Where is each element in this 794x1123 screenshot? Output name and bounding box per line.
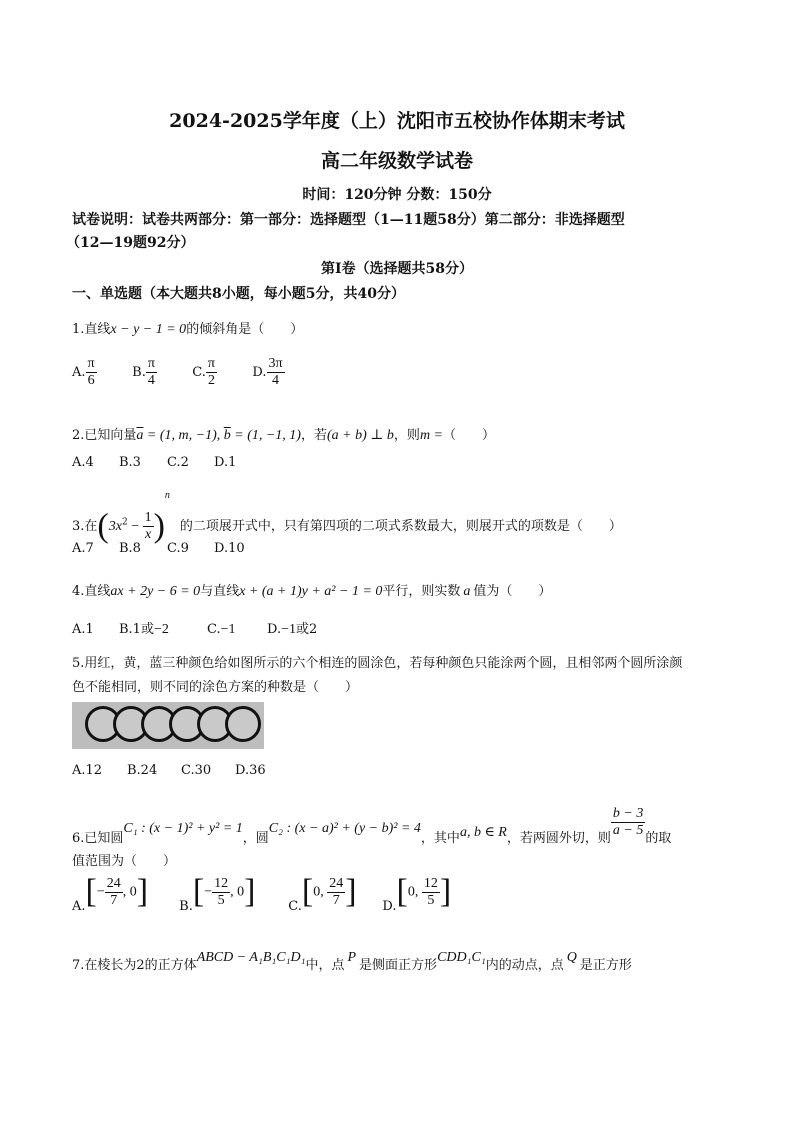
exam-title: 2024-2025学年度（上）沈阳市五校协作体期末考试: [169, 110, 625, 132]
question-6-line2: 值范围为（ ）: [72, 854, 177, 869]
q7-suffix: 是正方形: [579, 958, 632, 973]
q6-mid3: ，若两圆外切，则: [506, 831, 611, 846]
q4-variable: a: [463, 584, 471, 599]
q3-option-d: D.10: [214, 541, 245, 556]
q2-option-a: A.4: [72, 455, 94, 470]
q2-option-c: C.2: [167, 455, 189, 470]
q2-vector-b-value: = (1, −1, 1): [230, 428, 301, 443]
q7-mid2: 是侧面正方形: [359, 958, 438, 973]
q6-condition: a, b ∈ R: [459, 825, 507, 840]
question-5-line1: 5.用红，黄，蓝三种颜色给如图所示的六个相连的圆涂色，若每种颜色只能涂两个圆，且相邻两个圆所涂颜: [72, 656, 683, 671]
q2-mid: ，若: [300, 428, 327, 443]
q5-option-c: C.30: [181, 763, 212, 778]
q3-suffix: 的二项展开式中，只有第四项的二项式系数最大，则展开式的项数是（ ）: [179, 519, 622, 534]
q2-suffix: （ ）: [443, 428, 496, 443]
q6-prefix: 6.已知圆: [72, 831, 124, 846]
q3-option-c: C.9: [167, 541, 189, 556]
q1-prefix: 1.直线: [72, 322, 111, 337]
q4-mid2: 平行，则实数: [382, 584, 461, 599]
q6-option-b: B.[− $\frac{12}{5}$ , 0]: [179, 873, 256, 914]
q1-options: [72, 356, 308, 389]
q6-suffix: 的取: [645, 831, 672, 846]
q4-prefix: 4.直线: [72, 584, 111, 599]
time-score-info: 时间：120分钟 分数：150分: [302, 187, 492, 203]
q2-vector-a: $\overline{a}$: [136, 428, 144, 443]
q7-point-p: P: [347, 950, 357, 965]
q3-option-b: B.8: [119, 541, 141, 556]
q7-prefix: 7.在棱长为2的正方体: [72, 958, 197, 973]
q3-frac-num: 1: [144, 510, 152, 525]
q7-mid3: 内的动点，点: [485, 958, 564, 973]
q2-options: [72, 455, 236, 470]
q2-mid2: ，则: [393, 428, 420, 443]
question-2: [72, 424, 495, 444]
part1-heading: 第Ⅰ卷（选择题共58分）: [320, 261, 474, 277]
q6-option-c: C.[0, $\frac{24}{7}$ ]: [288, 873, 357, 914]
q5-options: [72, 763, 266, 778]
q7-point-q: Q: [566, 950, 577, 965]
q1-option-a: A. $\frac{\pi}{6}$: [72, 356, 95, 388]
q3-option-a: A.7: [72, 541, 94, 556]
q4-option-c: C.−1: [207, 622, 236, 637]
exam-note-line1: 试卷说明：试卷共两部分：第一部分：选择题型（1—11题58分）第二部分：非选择题型: [72, 212, 625, 228]
q3-options: [72, 541, 245, 556]
circle-6: [225, 706, 261, 742]
question-6-line1: [72, 794, 672, 846]
q3-frac-den: x: [144, 527, 152, 542]
q5-option-b: B.24: [127, 763, 158, 778]
q1-suffix: 的倾斜角是（ ）: [186, 322, 304, 337]
q2-prefix: 2.已知向量: [72, 428, 137, 443]
q4-line1-eq: ax + 2y − 6 = 0: [110, 584, 201, 599]
q2-vector-a-value: = (1, m, −1),: [143, 428, 224, 443]
exam-note-line2: （12—19题92分）: [66, 235, 195, 251]
q1-equation: x − y − 1 = 0: [110, 322, 187, 337]
q6-option-d: D.[0, $\frac{12}{5}$ ]: [382, 873, 452, 914]
question-3: 3.在($3x^2$ − $\frac{1}{x}$ )$^n$的二项展开式中，只有第四项的二项式系数最大，则展开式的项数是（ ）: [72, 490, 622, 545]
q1-option-d: D. $\frac{3\pi}{4}$: [252, 356, 283, 388]
q4-option-d: D.−1或2: [267, 622, 318, 637]
q6-options: [72, 875, 451, 919]
q3-expr-left: 3x: [108, 519, 122, 534]
question-7: [72, 946, 632, 973]
q6-mid2: ，其中: [420, 831, 460, 846]
question-4: [72, 580, 551, 600]
q6-frac-num: b − 3: [612, 806, 644, 821]
question-5-line2: 色不能相同，则不同的涂色方案的种数是（ ）: [72, 680, 359, 695]
q2-variable: m =: [419, 428, 443, 443]
q4-line2-eq: x + (a + 1)y + a² − 1 = 0: [239, 584, 383, 599]
q2-vector-b: $\overline{b}$: [223, 428, 231, 443]
q2-option-b: B.3: [119, 455, 141, 470]
q4-mid: 与直线: [200, 584, 240, 599]
q2-option-d: D.1: [214, 455, 237, 470]
exam-subtitle: 高二年级数学试卷: [320, 150, 473, 172]
q6-circle2-eq: C₂ : (x − a)² + (y − b)² = 4: [268, 821, 421, 836]
q7-cube: ABCD − A₁B₁C₁D₁: [196, 950, 306, 965]
q3-prefix: 3.在: [72, 519, 98, 534]
q6-circle1-eq: C₁ : (x − 1)² + y² = 1: [123, 821, 243, 836]
q4-option-a: A.1: [72, 622, 94, 637]
q6-option-a: A.[− $\frac{24}{7}$ , 0]: [72, 873, 149, 914]
q1-option-c: C. $\frac{\pi}{2}$: [192, 356, 215, 388]
section1-heading: 一、单选题（本大题共8小题，每小题5分，共40分）: [72, 286, 405, 302]
q2-condition: (a + b) ⊥ b: [326, 428, 394, 443]
question-1: [72, 318, 303, 338]
q7-face: CDD₁C₁: [437, 950, 486, 965]
q5-option-a: A.12: [72, 763, 103, 778]
q3-exponent: n: [164, 490, 170, 501]
q6-frac-den: a − 5: [612, 823, 644, 838]
q6-mid: ，圆: [242, 831, 269, 846]
six-circles-figure: [72, 702, 264, 749]
q7-mid: 中，点: [305, 958, 345, 973]
q1-option-b: B. $\frac{\pi}{4}$: [132, 356, 155, 388]
q4-options: [72, 618, 317, 638]
q5-option-d: D.36: [235, 763, 266, 778]
q4-suffix: 值为（ ）: [473, 584, 552, 599]
q4-option-b: B.1或−2: [119, 622, 169, 637]
